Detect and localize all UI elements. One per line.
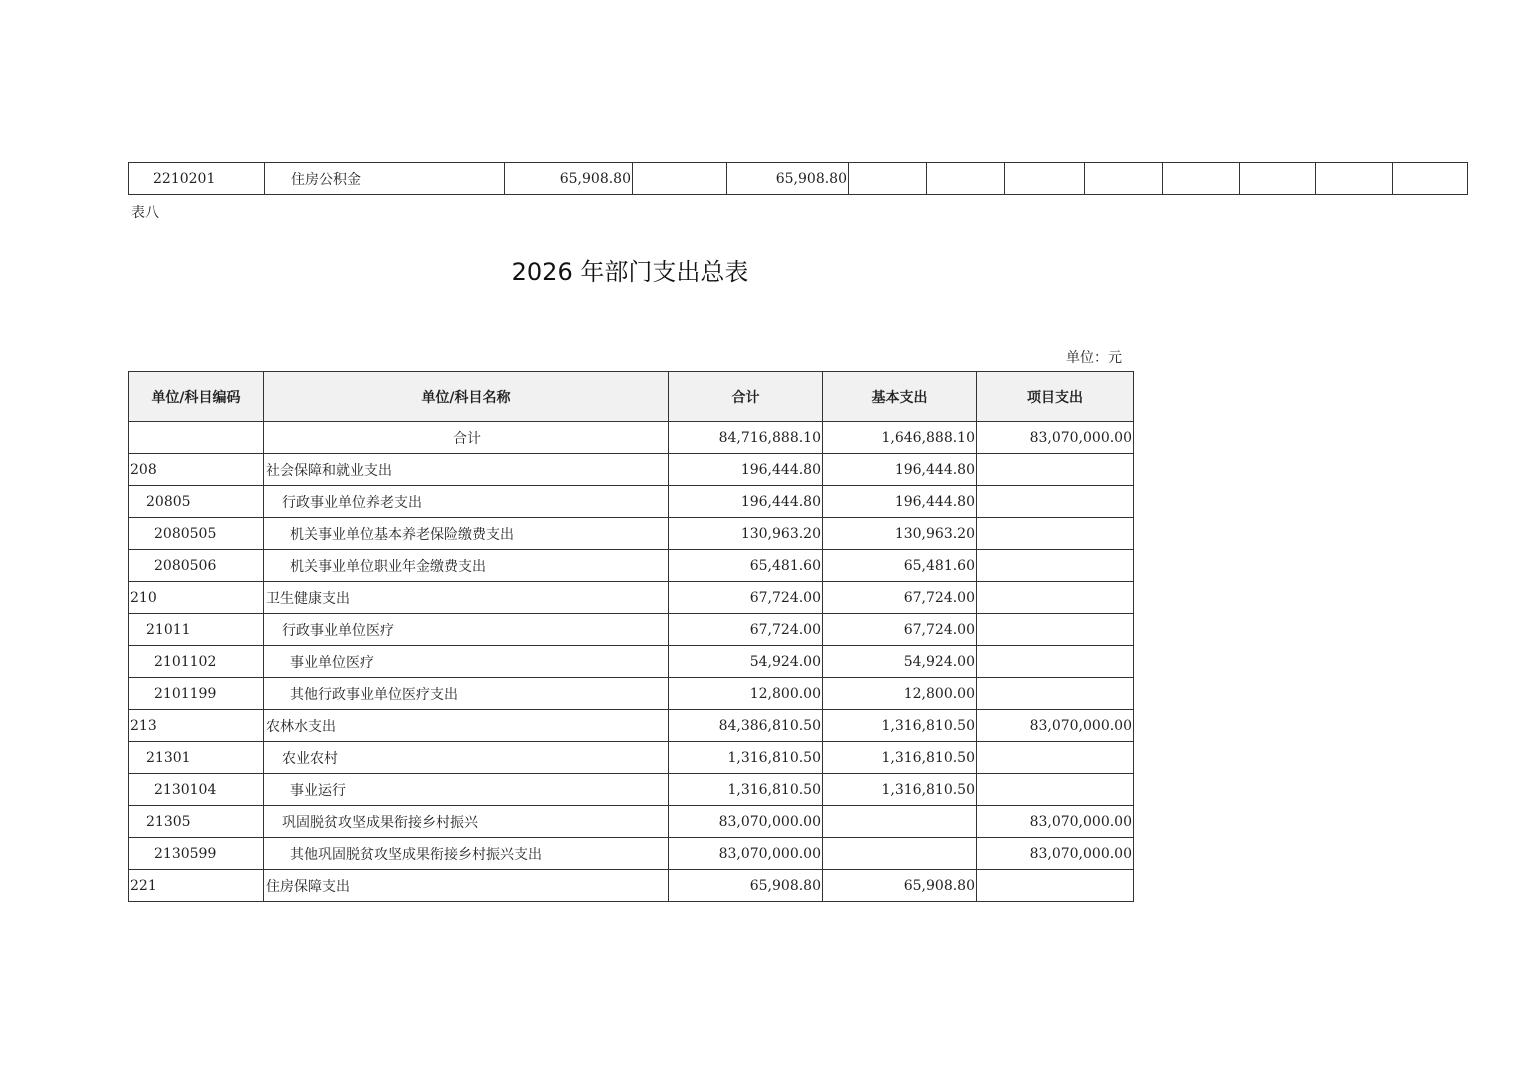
basic-cell: 1,316,810.50 bbox=[823, 742, 977, 774]
name-cell: 事业单位医疗 bbox=[264, 646, 669, 678]
table-header-row bbox=[129, 372, 1134, 422]
code-cell: 213 bbox=[129, 710, 264, 742]
code-cell: 2130104 bbox=[129, 774, 264, 806]
empty-cell bbox=[1393, 163, 1468, 195]
header-code: 单位/科目编码 bbox=[129, 372, 264, 422]
unit-label: 单位：元 bbox=[1066, 350, 1122, 366]
basic-cell: 67,724.00 bbox=[823, 582, 977, 614]
basic-cell: 67,724.00 bbox=[823, 614, 977, 646]
table-row bbox=[129, 646, 1134, 678]
total-cell: 65,908.80 bbox=[669, 870, 823, 902]
total-cell: 1,316,810.50 bbox=[669, 742, 823, 774]
total-cell: 65,908.80 bbox=[505, 163, 633, 195]
project-cell bbox=[977, 678, 1134, 710]
project-cell: 83,070,000.00 bbox=[977, 838, 1134, 870]
table-row bbox=[129, 678, 1134, 710]
table-row bbox=[129, 838, 1134, 870]
basic-cell: 196,444.80 bbox=[823, 486, 977, 518]
header-total: 合计 bbox=[669, 372, 823, 422]
basic-cell: 1,316,810.50 bbox=[823, 774, 977, 806]
header-basic: 基本支出 bbox=[823, 372, 977, 422]
name-cell: 机关事业单位职业年金缴费支出 bbox=[264, 550, 669, 582]
name-cell: 社会保障和就业支出 bbox=[264, 454, 669, 486]
table-row bbox=[129, 518, 1134, 550]
basic-cell: 1,646,888.10 bbox=[823, 422, 977, 454]
empty-cell bbox=[927, 163, 1005, 195]
total-cell: 54,924.00 bbox=[669, 646, 823, 678]
total-cell: 67,724.00 bbox=[669, 614, 823, 646]
basic-cell: 196,444.80 bbox=[823, 454, 977, 486]
code-cell: 2080505 bbox=[129, 518, 264, 550]
table-row bbox=[129, 582, 1134, 614]
total-cell: 84,386,810.50 bbox=[669, 710, 823, 742]
total-cell: 196,444.80 bbox=[669, 454, 823, 486]
total-cell: 12,800.00 bbox=[669, 678, 823, 710]
total-cell: 83,070,000.00 bbox=[669, 838, 823, 870]
name-cell: 行政事业单位医疗 bbox=[264, 614, 669, 646]
table-label: 表八 bbox=[131, 205, 159, 221]
total-row bbox=[129, 422, 1134, 454]
basic-cell: 12,800.00 bbox=[823, 678, 977, 710]
table-row bbox=[129, 870, 1134, 902]
code-cell: 2080506 bbox=[129, 550, 264, 582]
project-cell: 83,070,000.00 bbox=[977, 422, 1134, 454]
header-name: 单位/科目名称 bbox=[264, 372, 669, 422]
project-cell bbox=[977, 646, 1134, 678]
code-cell: 21301 bbox=[129, 742, 264, 774]
empty-cell bbox=[1316, 163, 1393, 195]
name-cell: 其他巩固脱贫攻坚成果衔接乡村振兴支出 bbox=[264, 838, 669, 870]
name-cell: 农业农村 bbox=[264, 742, 669, 774]
table-row bbox=[129, 742, 1134, 774]
empty-cell bbox=[1163, 163, 1240, 195]
basic-cell: 130,963.20 bbox=[823, 518, 977, 550]
code-cell: 210 bbox=[129, 582, 264, 614]
table-row bbox=[129, 454, 1134, 486]
basic-cell: 54,924.00 bbox=[823, 646, 977, 678]
name-cell: 巩固脱贫攻坚成果衔接乡村振兴 bbox=[264, 806, 669, 838]
name-cell: 机关事业单位基本养老保险缴费支出 bbox=[264, 518, 669, 550]
empty-cell bbox=[1085, 163, 1163, 195]
table-row bbox=[129, 163, 1468, 195]
project-cell bbox=[977, 870, 1134, 902]
total-cell: 1,316,810.50 bbox=[669, 774, 823, 806]
name-cell: 卫生健康支出 bbox=[264, 582, 669, 614]
basic-cell bbox=[823, 806, 977, 838]
total-cell: 65,481.60 bbox=[669, 550, 823, 582]
name-cell: 合计 bbox=[264, 422, 669, 454]
name-cell: 住房公积金 bbox=[265, 163, 505, 195]
basic-cell: 1,316,810.50 bbox=[823, 710, 977, 742]
project-cell bbox=[977, 614, 1134, 646]
table-row bbox=[129, 774, 1134, 806]
name-cell: 事业运行 bbox=[264, 774, 669, 806]
total-cell: 67,724.00 bbox=[669, 582, 823, 614]
total-cell: 196,444.80 bbox=[669, 486, 823, 518]
code-cell: 2101199 bbox=[129, 678, 264, 710]
project-cell bbox=[977, 742, 1134, 774]
code-cell: 20805 bbox=[129, 486, 264, 518]
header-project: 项目支出 bbox=[977, 372, 1134, 422]
previous-table-fragment bbox=[128, 162, 1468, 195]
code-cell bbox=[129, 422, 264, 454]
table-row bbox=[129, 614, 1134, 646]
project-cell bbox=[977, 774, 1134, 806]
total-cell: 83,070,000.00 bbox=[669, 806, 823, 838]
table-row bbox=[129, 806, 1134, 838]
code-cell: 2210201 bbox=[129, 163, 265, 195]
empty-cell bbox=[1005, 163, 1085, 195]
name-cell: 其他行政事业单位医疗支出 bbox=[264, 678, 669, 710]
code-cell: 2130599 bbox=[129, 838, 264, 870]
project-cell bbox=[977, 454, 1134, 486]
empty-cell bbox=[849, 163, 927, 195]
expenditure-table bbox=[128, 371, 1134, 902]
empty-cell bbox=[1240, 163, 1316, 195]
code-cell: 208 bbox=[129, 454, 264, 486]
project-cell bbox=[977, 486, 1134, 518]
total-cell: 130,963.20 bbox=[669, 518, 823, 550]
name-cell: 行政事业单位养老支出 bbox=[264, 486, 669, 518]
project-cell bbox=[977, 582, 1134, 614]
project-cell: 83,070,000.00 bbox=[977, 806, 1134, 838]
basic-cell bbox=[823, 838, 977, 870]
basic-cell: 65,908.80 bbox=[727, 163, 849, 195]
page-title: 2026 年部门支出总表 bbox=[511, 258, 749, 286]
name-cell: 住房保障支出 bbox=[264, 870, 669, 902]
code-cell: 221 bbox=[129, 870, 264, 902]
total-cell: 84,716,888.10 bbox=[669, 422, 823, 454]
basic-cell: 65,481.60 bbox=[823, 550, 977, 582]
project-cell bbox=[977, 550, 1134, 582]
code-cell: 21305 bbox=[129, 806, 264, 838]
table-row bbox=[129, 550, 1134, 582]
empty-cell bbox=[633, 163, 727, 195]
table-row bbox=[129, 710, 1134, 742]
table-row bbox=[129, 486, 1134, 518]
project-cell bbox=[977, 518, 1134, 550]
basic-cell: 65,908.80 bbox=[823, 870, 977, 902]
name-cell: 农林水支出 bbox=[264, 710, 669, 742]
project-cell: 83,070,000.00 bbox=[977, 710, 1134, 742]
code-cell: 2101102 bbox=[129, 646, 264, 678]
code-cell: 21011 bbox=[129, 614, 264, 646]
